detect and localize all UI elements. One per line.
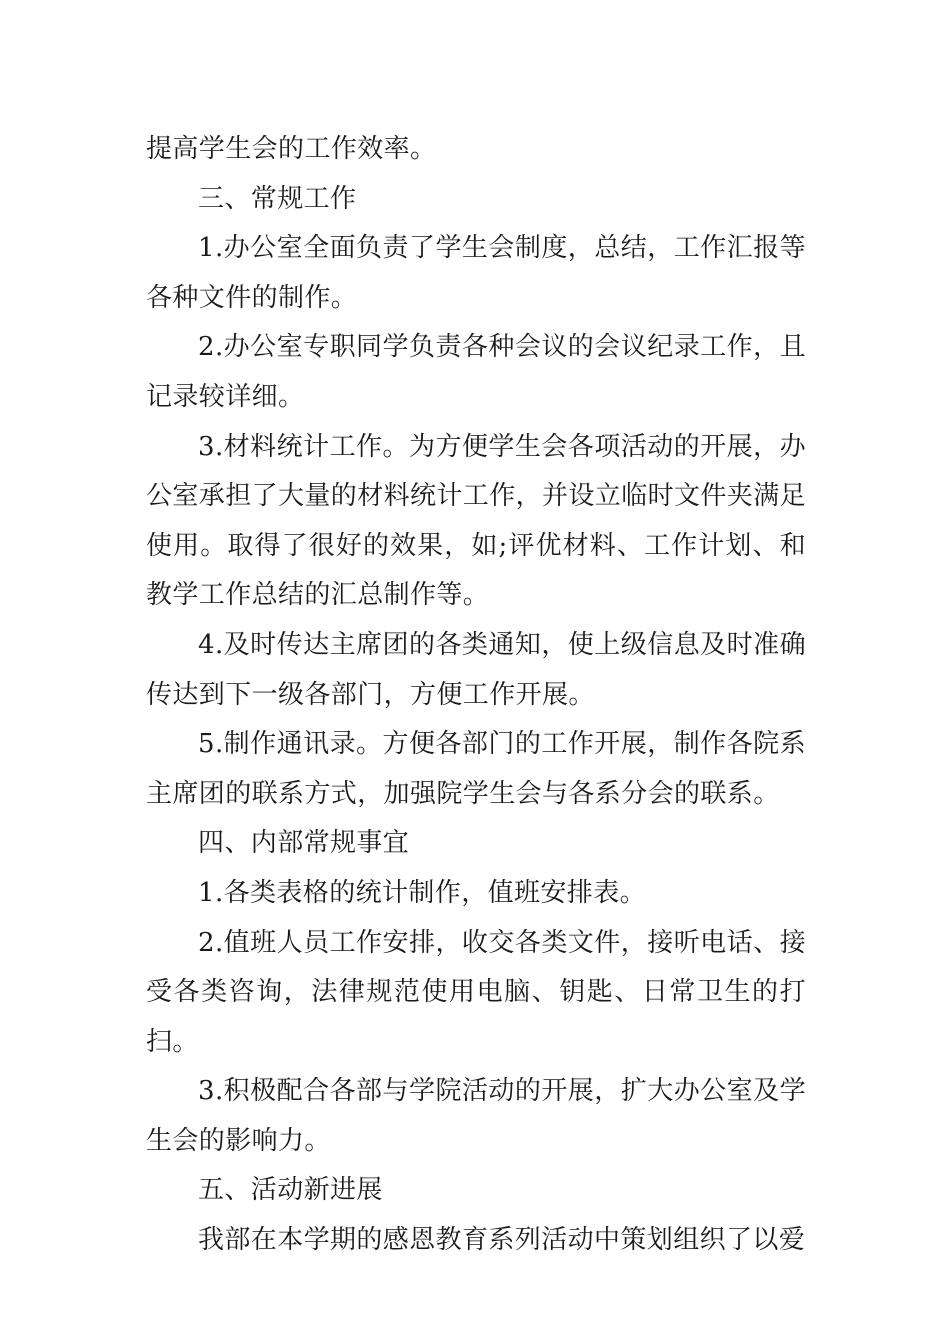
paragraph-continuation: 提高学生会的工作效率。 xyxy=(146,134,437,164)
section-heading-routine-work: 三、常规工作 xyxy=(198,183,357,214)
list-item-routine-4: 4.及时传达主席团的各类通知，使上级信息及时准确传达到下一级各部门，方便工作开展。 xyxy=(146,629,806,710)
list-item-routine-1: 1.办公室全面负责了学生会制度，总结，工作汇报等各种文件的制作。 xyxy=(146,233,806,313)
list-item-routine-5: 5.制作通讯录。方便各部门的工作开展，制作各院系主席团的联系方式，加强院学生会与各系分会的联系。 xyxy=(146,729,806,809)
section-heading-internal-affairs: 四、内部常规事宜 xyxy=(198,828,410,859)
list-item-routine-3: 3.材料统计工作。为方便学生会各项活动的开展，办公室承担了大量的材料统计工作，并设立临时文件夹满足使用。取得了很好的效果，如;评优材料、工作计划、和教学工作总结的汇总制作等。 xyxy=(146,431,807,611)
list-item-internal-2: 2.值班人员工作安排，收交各类文件，接听电话、接受各类咨询，法律规范使用电脑、钥匙、日常卫生的打扫。 xyxy=(146,927,806,1057)
list-item-internal-1: 1.各类表格的统计制作，值班安排表。 xyxy=(198,877,647,908)
section-heading-new-progress: 五、活动新进展 xyxy=(198,1175,383,1206)
list-item-routine-2: 2.办公室专职同学负责各种会议的会议纪录工作，且记录较详细。 xyxy=(146,332,806,412)
list-item-internal-3: 3.积极配合各部与学院活动的开展，扩大办公室及学生会的影响力。 xyxy=(146,1076,806,1156)
paragraph-activity-start: 我部在本学期的感恩教育系列活动中策划组织了以爱 xyxy=(198,1225,806,1256)
document-page xyxy=(146,125,806,1266)
